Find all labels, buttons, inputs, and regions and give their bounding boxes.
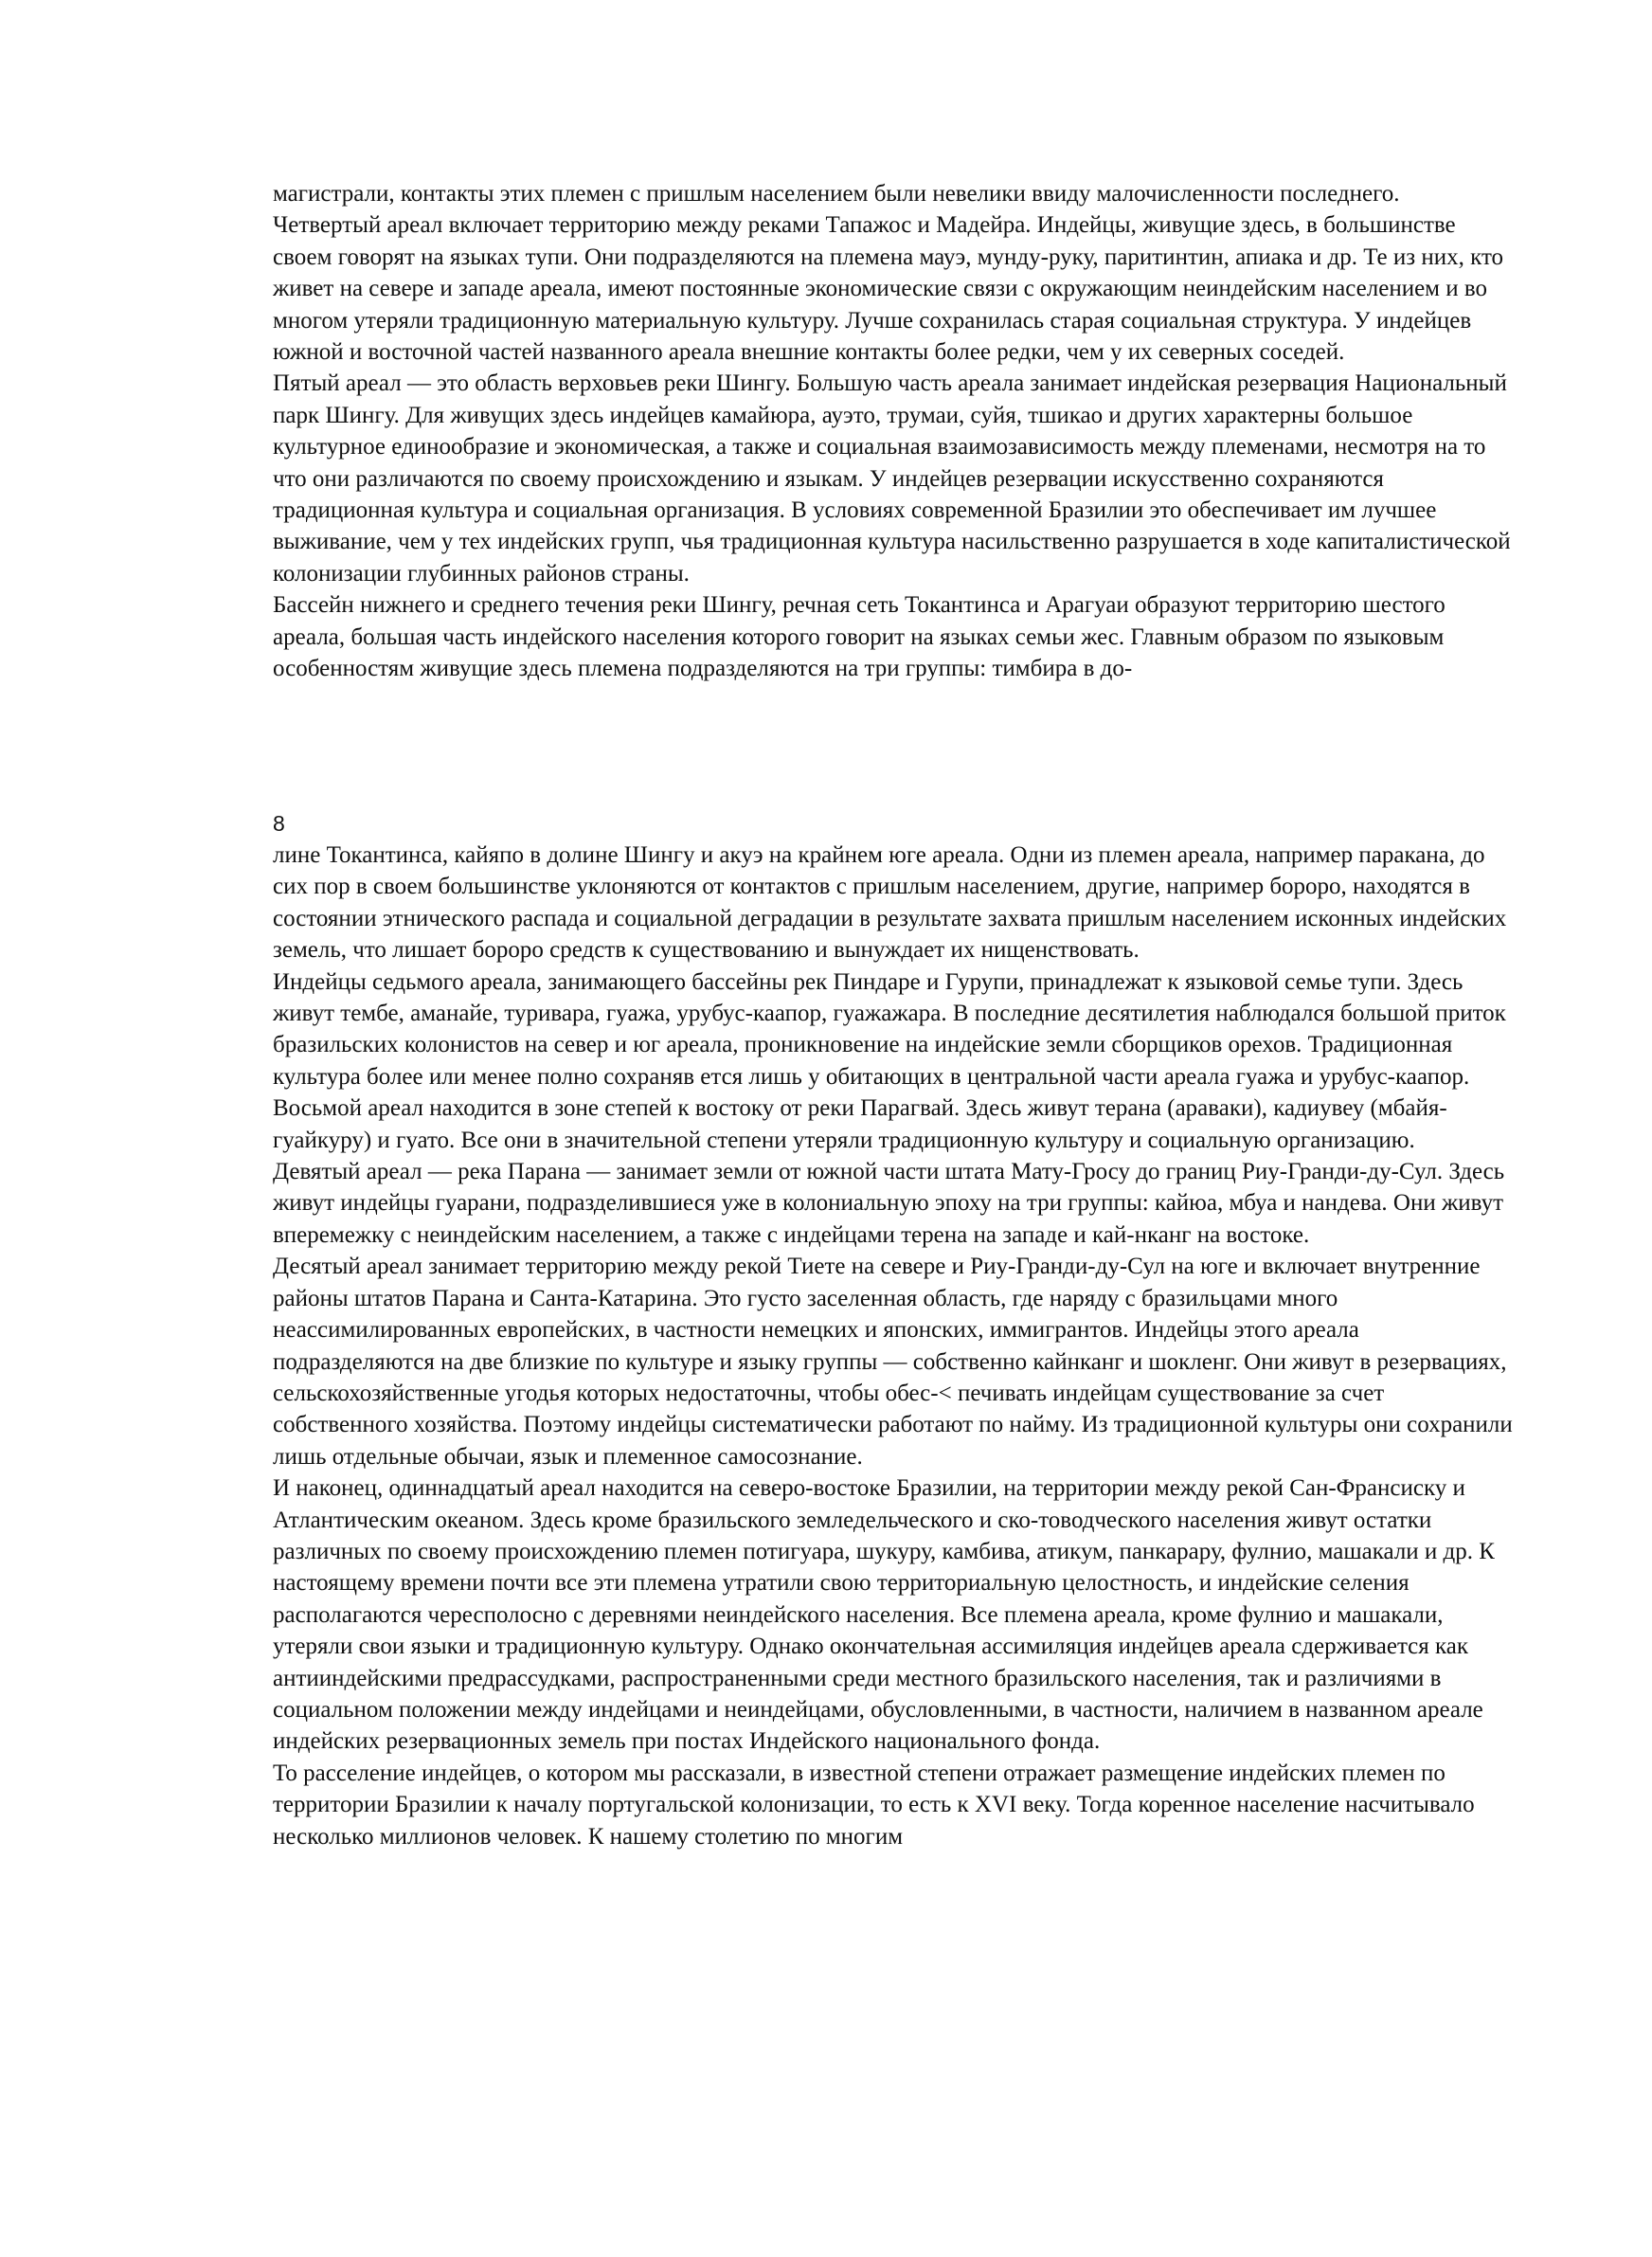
paragraph: И наконец, одиннадцатый ареал находится на северо-востоке Бразилии, на территории между рекой Сан-Франсиску и Атлантическим океаном. Здесь кроме бразильского земледельческого и ско-товодческого населения живут остатки различных по своему происхождению племен потигуара, шукуру, камбива, атикум, панкарару, фулнио, машакали и др. К настоящему времени почти все эти племена утратили свою территориальную целостность, и индейские селения располагаются чересполосно с деревнями неиндейского населения. Все племена ареала, кроме фулнио и машакали, утеряли свои языки и традиционную культуру. Однако окончательная ассимиляция индейцев ареала сдерживается как антииндейскими предрассудками, распространенными среди местного бразильского населения, так и различиями в социальном положении между индейцами и неиндейцами, обусловленными, в частности, наличием в названном ареале индейских резервационных земель при постах Индейского национального фонда. [273, 1475, 1495, 1755]
paragraph: магистрали, контакты этих племен с пришлым населением были невелики ввиду малочисленности последнего. [273, 181, 1400, 207]
paragraph: Девятый ареал — река Парана — занимает земли от южной части штата Мату-Гросу до границ Риу-Гранди-ду-Сул. Здесь живут индейцы гуарани, подразделившиеся уже в колониальную эпоху на три группы: кайюа, мбуа и нандева. Они живут вперемежку с неиндейским населением, а также с индейцами терена на западе и кай-нканг на востоке. [273, 1159, 1505, 1248]
paragraph: Четвертый ареал включает территорию между реками Тапажос и Мадейра. Индейцы, живущие здесь, в большинстве своем говорят на языках тупи. Они подразделяются на племена мауэ, мунду-руку, паритинтин, апиака и др. Те из них, кто живет на севере и западе ареала, имеют постоянные экономические связи с окружающим неиндейским населением и во многом утеряли традиционную материальную культуру. Лучше сохранилась старая социальная структура. У индейцев южной и восточной частей названного ареала внешние контакты более редки, чем у их северных соседей. [273, 212, 1504, 366]
text-block-bottom [273, 840, 1514, 1852]
text-block-top [273, 178, 1514, 685]
paragraph: Восьмой ареал находится в зоне степей к востоку от реки Парагвай. Здесь живут терана (араваки), кадиувеу (мбайя-гуайкуру) и гуато. Все они в значительной степени утеряли традиционную культуру и социальную организацию. [273, 1095, 1447, 1153]
paragraph: Десятый ареал занимает территорию между рекой Тиете на севере и Риу-Гранди-ду-Сул на юге и включает внутренние районы штатов Парана и Санта-Катарина. Это густо заселенная область, где наряду с бразильцами много неассимилированных европейских, в частности немецких и японских, иммигрантов. Индейцы этого ареала подразделяются на две близкие по культуре и языку группы — собственно кайнканг и шокленг. Они живут в резервациях, сельскохозяйственные угодья которых недостаточны, чтобы обес-< печивать индейцам существование за счет собственного хозяйства. Поэтому индейцы систематически работают по найму. Из традиционной культуры они сохранили лишь отдельные обычаи, язык и племенное самосознание. [273, 1254, 1513, 1470]
paragraph: Бассейн нижнего и среднего течения реки Шингу, речная сеть Токантинса и Арагуаи образуют территорию шестого ареала, большая часть индейского населения которого говорит на языках семьи жес. Главным образом по языковым особенностям живущие здесь племена подразделяются на три группы: тимбира в до- [273, 592, 1446, 682]
paragraph: Индейцы седьмого ареала, занимающего бассейны рек Пиндаре и Гурупи, принадлежат к языковой семье тупи. Здесь живут тембе, аманайе, туривара, гуажа, урубус-каапор, гуажажара. В последние десятилетия наблюдался большой приток бразильских колонистов на север и юг ареала, проникновение на индейские земли сборщиков орехов. Традиционная культура более или менее полно сохраняв ется лишь у обитающих в центральной части ареала гуажа и урубус-каапор. [273, 968, 1506, 1090]
paragraph: Пятый ареал — это область верховьев реки Шингу. Большую часть ареала занимает индейская резервация Национальный парк Шингу. Для живущих здесь индейцев камайюра, ауэто, трумаи, суйя, тшикао и других характерны большое культурное единообразие и экономическая, а также и социальная взаимозависимость между племенами, несмотря на то что они различаются по своему происхождению и языкам. У индейцев резервации искусственно сохраняются традиционная культура и социальная организация. В условиях современной Бразилии это обеспечивает им лучшее выживание, чем у тех индейских групп, чья традиционная культура насильственно разрушается в ходе капиталистической колонизации глубинных районов страны. [273, 370, 1511, 587]
paragraph: То расселение индейцев, о котором мы рассказали, в известной степени отражает размещение индейских племен по территории Бразилии к началу португальской колонизации, то есть к XVI веку. Тогда коренное население насчитывало несколько миллионов человек. К нашему столетию по многим [273, 1760, 1475, 1850]
paragraph: лине Токантинса, кайяпо в долине Шингу и акуэ на крайнем юге ареала. Одни из племен ареала, например паракана, до сих пор в своем большинстве уклоняются от контактов с пришлым населением, другие, например бороро, находятся в состоянии этнического распада и социальной деградации в результате захвата пришлым населением исконных индейских земель, что лишает бороро средств к существованию и вынуждает их нищенствовать. [273, 842, 1507, 964]
page-number: 8 [273, 811, 285, 836]
